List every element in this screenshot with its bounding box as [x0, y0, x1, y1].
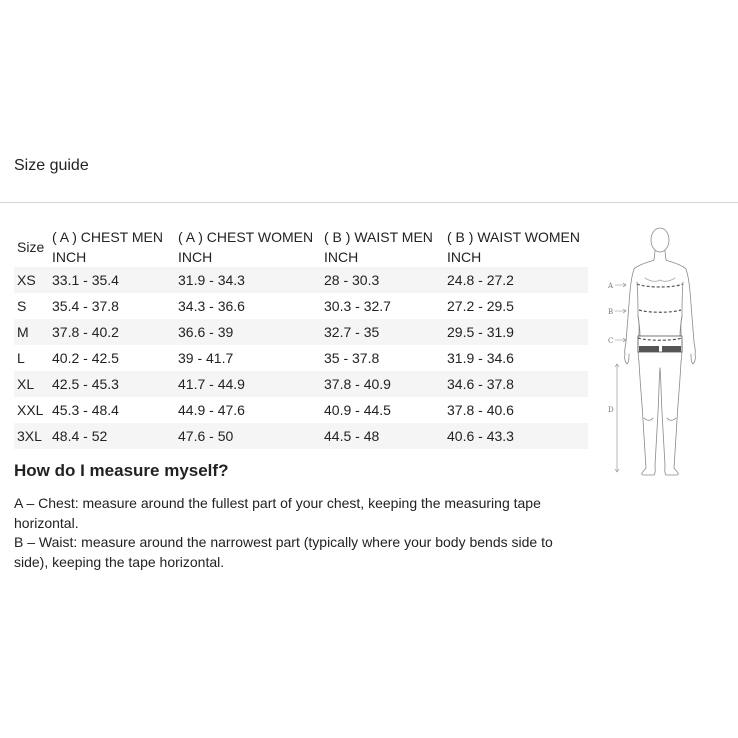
size-cell: XS	[14, 267, 52, 293]
column-header-unit: INCH	[52, 248, 87, 265]
table-row	[14, 293, 588, 319]
waist-women-cell: 27.2 - 29.5	[447, 298, 514, 314]
chest-women-cell: 31.9 - 34.3	[178, 267, 324, 293]
waist-instruction: B – Waist: measure around the narrowest part (typically where your body bends side to side), keeping the tape horizontal.	[14, 534, 553, 570]
size-cell: XL	[14, 371, 52, 397]
chest-women-cell: 34.3 - 36.6	[178, 298, 245, 314]
label-a: A	[608, 282, 614, 290]
chest-men-cell: 42.5 - 45.3	[52, 371, 178, 397]
waist-women-cell: 24.8 - 27.2	[447, 267, 588, 293]
size-cell: L	[17, 350, 25, 366]
body-measurement-figure	[596, 222, 726, 484]
label-c: C	[608, 337, 614, 345]
chest-women-cell: 41.7 - 44.9	[178, 371, 324, 397]
waist-women-cell: 34.6 - 37.8	[447, 371, 588, 397]
measure-heading: How do I measure myself?	[14, 461, 229, 480]
waist-men-cell: 40.9 - 44.5	[324, 402, 391, 418]
body-outline-illustration	[596, 222, 726, 484]
size-cell: S	[17, 298, 27, 314]
column-header-line: ( B ) WAIST WOMEN	[447, 228, 580, 245]
size-header: Size	[17, 238, 45, 255]
chest-men-cell: 35.4 - 37.8	[52, 298, 119, 314]
column-header-unit: INCH	[178, 248, 213, 265]
column-header-line: ( B ) WAIST MEN	[324, 228, 433, 245]
table-row	[14, 319, 588, 345]
table-row	[14, 371, 588, 397]
chest-men-cell: 48.4 - 52	[52, 423, 178, 449]
column-header-unit: INCH	[447, 248, 482, 265]
chest-men-cell: 45.3 - 48.4	[52, 402, 119, 418]
table-row	[14, 423, 588, 449]
label-b: B	[608, 308, 614, 316]
column-header-chest-men	[52, 226, 178, 267]
column-header-chest-women	[178, 226, 324, 267]
waist-women-cell: 29.5 - 31.9	[447, 319, 588, 345]
page-title: Size guide	[14, 157, 89, 174]
table-row	[14, 397, 588, 423]
table-row	[14, 267, 588, 293]
size-cell: 3XL	[14, 423, 52, 449]
column-header-line: ( A ) CHEST WOMEN	[178, 228, 314, 245]
chest-men-cell: 40.2 - 42.5	[52, 350, 119, 366]
chest-women-cell: 47.6 - 50	[178, 423, 324, 449]
waist-men-cell: 28 - 30.3	[324, 267, 447, 293]
table-header-row	[14, 226, 588, 267]
waist-men-cell: 44.5 - 48	[324, 423, 447, 449]
waist-women-cell: 37.8 - 40.6	[447, 402, 514, 418]
divider	[0, 202, 738, 203]
waist-men-cell: 30.3 - 32.7	[324, 298, 391, 314]
chest-men-cell: 37.8 - 40.2	[52, 319, 178, 345]
chest-women-cell: 39 - 41.7	[178, 350, 234, 366]
size-cell: XXL	[17, 402, 44, 418]
waist-women-cell: 31.9 - 34.6	[447, 350, 514, 366]
label-d: D	[608, 406, 614, 414]
waist-men-cell: 32.7 - 35	[324, 319, 447, 345]
chest-women-cell: 36.6 - 39	[178, 319, 324, 345]
chest-women-cell: 44.9 - 47.6	[178, 402, 245, 418]
waist-men-cell: 37.8 - 40.9	[324, 371, 447, 397]
table-row	[14, 345, 588, 371]
column-header-waist-men	[324, 226, 447, 267]
waist-women-cell: 40.6 - 43.3	[447, 423, 588, 449]
column-header-line: ( A ) CHEST MEN	[52, 228, 163, 245]
size-table	[14, 226, 588, 449]
waist-men-cell: 35 - 37.8	[324, 350, 380, 366]
chest-instruction: A – Chest: measure around the fullest part of your chest, keeping the measuring tape horizontal.	[14, 495, 541, 531]
chest-men-cell: 33.1 - 35.4	[52, 267, 178, 293]
column-header-waist-women	[447, 226, 588, 267]
size-cell: M	[14, 319, 52, 345]
column-header-unit: INCH	[324, 248, 359, 265]
